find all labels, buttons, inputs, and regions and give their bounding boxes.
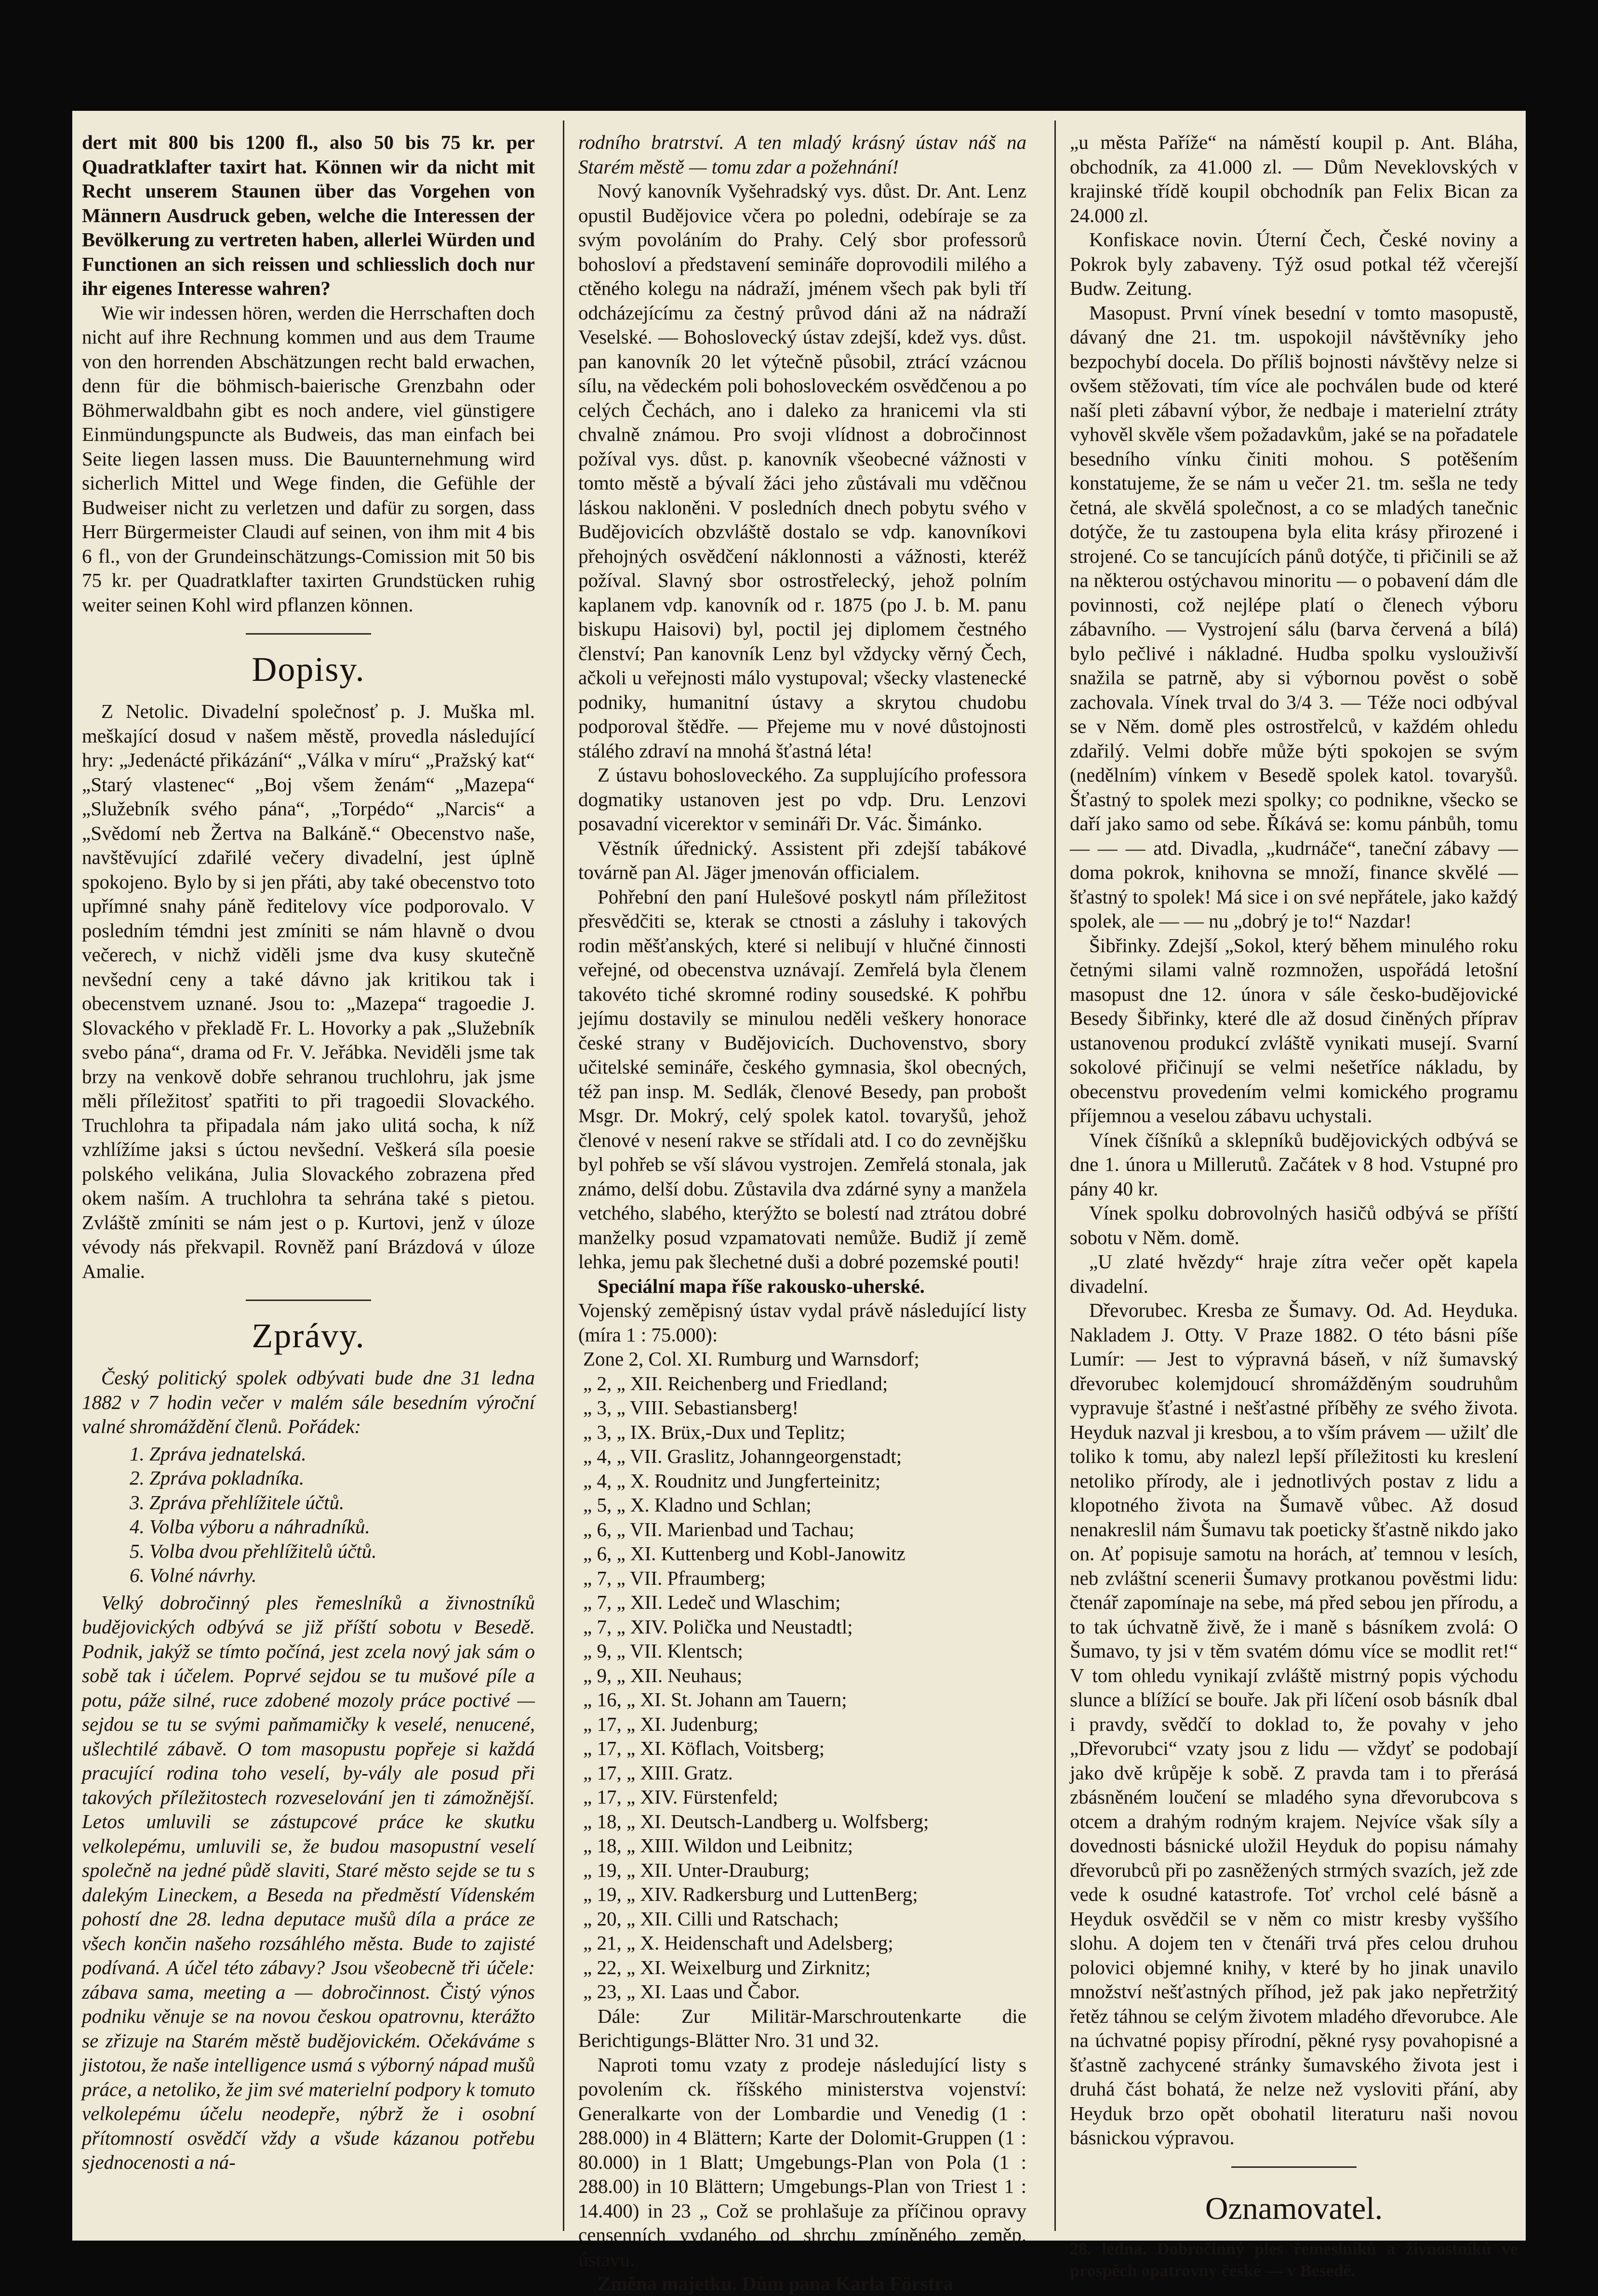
zpravy-heading: Zprávy. bbox=[252, 1316, 365, 1355]
mapa-heading: Speciální mapa říše rakousko-uherské. bbox=[598, 1274, 925, 1297]
sibrinky-article: Šibřinky. Zdejší „Sokol, který během minulého roku četnými silami valně rozmnožen, uspořádá letošní masopust dne 12. února v sále česko-budějovické Besedy Šibřinky, které dle až dosud činěných příprav ustanovenou produkcí zvláště vynikati musejí. Svarní sokolové přičinují se velmi nešetříce nákladu, by obecenstvu provedením velmi komického programu příjemnou a veselou zábavu uchystali. bbox=[1070, 934, 1518, 1127]
zone-entry: „ 17, „ XI. Köflach, Voitsberg; bbox=[583, 1737, 825, 1759]
zone-entry: „ 4, „ VII. Graslitz, Johanngeorgenstadt; bbox=[583, 1445, 902, 1467]
zone-entry: „ 7, „ XIV. Polička und Neustadtl; bbox=[583, 1615, 853, 1638]
masopust-article: Masopust. První vínek besední v tomto masopustě, dávaný dne 21. tm. uspokojil návštěvníky jeho bezpochybí docela. Do příliš bojnosti návštěvy nelze si ovšem stěžovati, tím více ale pochválen bude od které naší pleti zábavní výbor, že nedbaje i materielní ztráty vyhověl skvěle všem požadavkům, jaké se na pořadatele besedního vínku činiti mohou. S potěšením konstatujeme, že se nám u večer 21. tm. sešla ne tedy četná, ale skvělá společnost, a co se mladých tanečnic dotýče, že tu zastoupena byla elita krásy přirozené i strojené. Co se tancujících pánů dotýče, ti přičinili se až na některou ostýchavou minoritu — o pobavení dám dle povinnosti, což nejlépe platí o členech výboru zábavního. — Vystrojení sálu (barva červená a bílá) bylo pečlivé i nákladné. Hudba spolku vyslouživší snažila se patrně, aby si výbornou pověst o sobě zachovala. Vínek trval do 3/4 3. — Téže noci odbýval se v Něm. domě ples ostrostřelců, v každém ohledu zdařilý. Velmi dobře může býti spokojen se svým (nedělním) vínkem v Besedě spolek katol. tovaryšů. Šťastný to spolek mezi spolky; co podnikne, všecko se daří jako samo od sebe. Říkává se: komu pánbůh, tomu — — — atd. Divadla, „kudrnáče“, taneční zábavy — doma pokrok, knihovna se množí, finance skvělé — šťastný to spolek! Má sice i on své nepřátele, jako každý spolek, ale — — nu „dobrý je to!“ Nazdar! bbox=[1070, 301, 1518, 932]
dopisy-heading: Dopisy. bbox=[252, 650, 365, 689]
zone-entry: „ 18, „ XIII. Wildon und Leibnitz; bbox=[583, 1834, 853, 1857]
zone-entry: „ 3, „ VIII. Sebastiansberg! bbox=[583, 1396, 799, 1419]
section-divider bbox=[246, 633, 371, 635]
continuation-text: rodního bratrství. A ten mladý krásný ústav náš na Starém městě — tomu zdar a požehnání! bbox=[578, 131, 1026, 178]
oznamovatel-heading: Oznamovatel. bbox=[1205, 2190, 1383, 2226]
ustav-article: Z ústavu bohosloveckého. Za supplujícího professora dogmatiky ustanoven jest po vdp. Dru. Lenzovi posavadní vicerektor v semináři Dr. Vác. Šimánko. bbox=[578, 764, 1026, 835]
column-divider bbox=[563, 120, 564, 2231]
column-1 bbox=[82, 130, 535, 2216]
zone-entry: Zone 2, Col. XI. Rumburg und Warnsdorf; bbox=[583, 1348, 919, 1370]
column-divider bbox=[1054, 120, 1056, 2231]
zone-entry: „ 18, „ XI. Deutsch-Landberg u. Wolfsberg; bbox=[583, 1810, 929, 1832]
german-paragraph-1: dert mit 800 bis 1200 fl., also 50 bis 75 kr. per Quadratklafter taxirt hat. Können wir da nicht mit Recht unserem Staunen über das Vorgehen von Männern Ausdruck geben, welche die Interessen der Bevölkerung zu vertreten haben, allerlei Würden und Functionen an sich reissen und schliesslich doch nur ihr eigenes Interesse wahren? bbox=[82, 131, 535, 299]
zone-entry: „ 16, „ XI. St. Johann am Tauern; bbox=[583, 1688, 847, 1711]
agenda-item: 2. Zpráva pokladníka. bbox=[149, 1466, 535, 1490]
konfiskace-article: Konfiskace novin. Úterní Čech, České noviny a Pokrok byly zabaveny. Týž osud potkal též včerejší Budw. Zeitung. bbox=[1070, 228, 1518, 299]
zone-entry: „ 21, „ X. Heidenschaft und Adelsberg; bbox=[583, 1932, 893, 1954]
majetek-continuation: „u města Paříže“ na náměstí koupil p. Ant. Bláha, obchodník, za 41.000 zl. — Dům Neveklovských v krajinské třídě koupil obchodník pan Felix Bican za 24.000 zl. bbox=[1070, 131, 1518, 226]
pohrebni-article: Pohřební den paní Hulešové poskytl nám příležitost přesvědčiti se, kterak se ctnosti a zásluhy i takových rodin měšťanských, které si nelibují v hlučné činnosti veřejné, od obecenstva uznávají. Zemřelá byla členem takovéto tiché skromné rodiny sousedské. K pohřbu jejímu dostavily se minulou neděli veškery honorace české strany v Budějovicích. Duchovenstvo, sbory učitelské semináře, českého gymnasia, škol obecných, též pan insp. M. Sedlák, členové Besedy, pan probošt Msgr. Dr. Mokrý, celý spolek katol. tovaryšů, jehož členové v nesení rakve se střídali atd. I co do zevnějšku byl pohřeb se vší slávou vystrojen. Zemřelá stonala, jak známo, delší dobu. Zůstavila dva zdárné syny a manžela vetchého, slabého, kterýžto se bolestí nad ztrátou dobré manželky posud vzpamatovati nemůže. Budiž jí země lehka, jemu pak šlechetné duši a dobré pozemské pouti! bbox=[578, 885, 1026, 1273]
agenda-item: 4. Volba výboru a náhradníků. bbox=[149, 1514, 535, 1539]
zone-entry: „ 19, „ XIV. Radkersburg und LuttenBerg; bbox=[583, 1883, 918, 1905]
zone-entry: „ 17, „ XI. Judenburg; bbox=[583, 1712, 759, 1735]
zone-list bbox=[578, 1347, 1026, 2004]
section-divider bbox=[246, 1300, 371, 1301]
zone-entry: „ 7, „ VII. Pfraumberg; bbox=[583, 1566, 766, 1589]
section-divider bbox=[1231, 2166, 1357, 2168]
vestnik-article: Věstník úřednický. Assistent při zdejší tabákové továrně pan Al. Jäger jmenován officialem. bbox=[578, 836, 1026, 883]
mapa-intro: Vojenský zeměpisný ústav vydal právě následující listy (míra 1 : 75.000): bbox=[578, 1299, 1026, 1346]
ples-article: Velký dobročinný ples řemeslníků a živnostníků budějovických odbývá se již příští sobotu v Besedě. Podnik, jakýž se tímto počíná, jest zcela nový jak sám o sobě tak i účelem. Poprvé sejdou se tu mušové píle a potu, páže silné, ruce zdobené mozoly práce poctivé — sejdou se tu se svými paňmamičky k veselé, nenucené, ušlechtilé zábavě. O tom masopustu popřeje si každá pracující rodina toho veselí, by-vály ale posud při takových příležitostech rozveselování jen ti zámožnější. Letos umluvili se zástupcové práce ke skutku velkolepému, umluvili se, že budou masopustní veselí společně na jedné půdě slaviti, Staré město sejde se tu s dalekým Lineckem, a Beseda na předměstí Vídenském pohostí dne 28. ledna deputace mušů díla a práce ze všech končin našeho rozsáhlého města. Bude to zajisté podívaná. A účel této zábavy? Jsou všeobecně tři účele: zábava sama, meeting a — dobročinnost. Čistý výnos podniku věnuje se na novou českou opatrovnu, kterážto se zřizuje na Starém městě budějovickém. Očekáváme s jistotou, že naše intelligence usmá s výborný nápad mušů práce, a netoliko, že jim své materielní podpory k tomuto velkolepému účelu neodepře, nýbrž že i osobní přítomností osvědčí vždy a všude kázanou potřebu sjednocenosti a ná- bbox=[82, 1591, 535, 2173]
zone-entry: „ 23, „ XI. Laas und Čabor. bbox=[583, 1980, 800, 2003]
zone-entry: „ 22, „ XI. Weixelburg und Zirknitz; bbox=[583, 1956, 871, 1978]
newspaper-page bbox=[72, 111, 1526, 2295]
dopisy-article: Z Netolic. Divadelní společnosť p. J. Muška ml. meškající dosud v našem městě, provedla následující hry: „Jedenácté přikázání“ „Válka v míru“ „Pražský kat“ „Starý vlastenec“ „Boj všem ženám“ „Mazepa“ „Služebník svého pána“, „Torpédo“ „Narcis“ a „Svědomí neb Žertva na Balkáně.“ Obecenstvo naše, navštěvující zdařilé večery divadelní, jest úplně spokojeno. Bylo by si jen přáti, aby také obecenstvo toto upřímné snahy páně ředitelovy více podporovalo. V posledním témdni jest zmíniti se nám hlavně o dvou večerech, v nichž viděli jsme dva kusy skutečně nevšední ceny a také dávno jak kritikou tak i obecenstvem uznané. Jsou to: „Mazepa“ tragoedie J. Slovackého v překladě Fr. L. Hovorky a pak „Služebník svebo pána“, drama od Fr. V. Jeřábka. Neviděli jsme tak brzy na venkově dobře sehranou truchlohru, jak jsme měli příležitosť spatřiti to při tragoedii Slovackého. Truchlohra ta připadala nám jako ulitá socha, k níž vzhlížíme jaksi s úctou nevšední. Veškerá síla poesie polského velikána, Julia Slovackého zobrazena před okem naším. A truchlohra ta sehrána také s pietou. Zvláště zmíniti se nám jest o p. Kurtovi, jenž v úloze vévody nás překvapil. Rovněž paní Brázdová v úloze Amalie. bbox=[82, 700, 535, 1282]
agenda-item: 1. Zpráva jednatelská. bbox=[149, 1442, 535, 1466]
agenda-item: 5. Volba dvou přehlížitelů účtů. bbox=[149, 1539, 535, 1564]
oznamovatel-entry: 28. ledna. Dobročinný ples řemeslníků a živnostníků ve prospěch opatrovny české — v Besedě. bbox=[1070, 2239, 1518, 2280]
german-paragraph-2: Wie wir indessen hören, werden die Herrschaften doch nicht auf ihre Rechnung kommen und aus dem Traume von den horrenden Abschätzungen recht bald erwachen, denn für die böhmisch-baierische Grenzbahn oder Böhmerwaldbahn gibt es noch andere, viel günstigere Einmündungspuncte als Budweis, das man einfach bei Seite liegen lassen muss. Die Bauunternehmung wird sicherlich Mittel und Wege finden, die Gefühle der Budweiser nicht zu verletzen und dafür zu sorgen, dass Herr Bürgermeister Claudi auf seinen, von ihm mit 4 bis 6 fl., von der Grundeinschätzungs-Comission mit 50 bis 75 kr. per Quadratklafter taxirten Grundstücken ruhig weiter seinen Kohl wird pflanzen können. bbox=[82, 301, 535, 616]
zone-entry: „ 2, „ XII. Reichenberg und Friedland; bbox=[583, 1372, 888, 1394]
drevorubec-review: Dřevorubec. Kresba ze Šumavy. Od. Ad. Heyduka. Nakladem J. Otty. V Praze 1882. O této básni píše Lumír: — Jest to výpravná báseň, v níž šumavský dřevorubec kolemjdoucí shromážděným soudruhům vypravuje šťastné i nešťastné příběhy ze svého života. Heyduk nazval ji kresbou, a to vším právem — užilť dle toliko k tomu, aby nalezl lepší příležitosti ku kreslení netoliko přírody, ale i jednotlivých postav z lidu a klopotného života na Šumavě vůbec. Až dosud nenakreslil nám Šumavu tak poeticky šťastně nikdo jako on. Ať popisuje samotu na horách, ať temnou v lesích, neb zvláštní scenerii Šumavy protkanou pověstmi lidu: čtenář zapomínaje na sebe, má před sebou jen přírodu, a to tak úchvatně živě, že i maně s básníkem zvolá: O Šumavo, ty jsi v těm svatém dómu více se modlit ret!“ V tom ohledu vynikají zvláště mistrný popis východu slunce a blížící se bouře. Jak při líčení osob básník dbal i pravdy, svědčí to doklad to, že povahy v jeho „Dřevorubci“ vzaty jsou z lidu — vždyť se podobají jako dvě krůpěje k sobě. Z pravda tam i to přerásá zbásněném loučení se mladého syna dřevorubcova s otcem a drahým rodným krajem. Nejvíce však síly a dovednosti básnické uložil Heyduk do popisu námahy dřevorubců při po zasněžených strmých svazích, jež zde vede k osudné katastrofe. Toť vrchol celé básně a Heyduk osvědčil se v něm co mistr kresby vyššího slohu. A dojem ten v čtenáři trvá přes celou druhou polovici objemné knihy, v které by ho jinak unavilo množství nešťastných příhod, jež pak jako nepřetržitý řetěz táhnou se celým životem mladého dřevorubce. Ale na úchvatné popisy přírodní, pěkné rysy povahopisné a šťastně zachycené stránky šumavského života jest i druhá část bohatá, že nelze než vysloviti přání, aby Heyduk brzo opět obohatil literaturu naši novou básnickou výpravou. bbox=[1070, 1299, 1518, 2149]
column-3 bbox=[1070, 130, 1518, 2280]
zone-entry: „ 6, „ VII. Marienbad und Tachau; bbox=[583, 1518, 854, 1540]
zone-entry: „ 6, „ XI. Kuttenberg und Kobl-Janowitz bbox=[583, 1542, 906, 1565]
vinek-hasicu: Vínek spolku dobrovolných hasičů odbývá se příští sobotu v Něm. domě. bbox=[1070, 1202, 1518, 1248]
vinek-cisniku: Vínek číšníků a sklepníků budějovických odbývá se dne 1. února u Millerutů. Začátek v 8 hod. Vstupné pro pány 40 kr. bbox=[1070, 1128, 1518, 1200]
agenda-list bbox=[149, 1442, 535, 1588]
spolek-announcement: Český politický spolek odbývati bude dne 31 ledna 1882 v 7 hodin večer v malém sále besedním výroční valné shromáždění členů. Pořádek: bbox=[82, 1367, 535, 1437]
zmena-majetku: Změna majetku. Dům pana Karla Förstra bbox=[598, 2272, 953, 2295]
zone-entry: „ 20, „ XII. Cilli und Ratschach; bbox=[583, 1907, 839, 1930]
column-2 bbox=[578, 130, 1026, 2295]
zone-entry: „ 19, „ XII. Unter-Drauburg; bbox=[583, 1858, 810, 1881]
zone-entry: „ 17, „ XIII. Gratz. bbox=[583, 1761, 733, 1784]
zone-entry: „ 9, „ VII. Klentsch; bbox=[583, 1640, 743, 1662]
agenda-item: 6. Volné návrhy. bbox=[149, 1563, 535, 1588]
kanovnik-article: Nový kanovník Vyšehradský vys. důst. Dr. Ant. Lenz opustil Budějovice včera po poledni, odebíraje se za svým povoláním do Prahy. Celý sbor professorů bohosloví a představení semináře doprovodili milého a ctěného kolegu na nádraží, jménem všech pak byli tří odcházejícímu za čestný průvod dáni až na nádraží Veselské. — Bohoslovecký ústav zdejší, kdež vys. důst. pan kanovník 20 let výtečně působil, ztrácí vzácnou sílu, na vědeckém poli bohosloveckém osvědčenou a po celých Čechách, ano i daleko za hranicemi vla sti chvalně známou. Pro svoji vlídnost a dobročinnost požíval vys. důst. p. kanovník všeobecné vážnosti v tomto městě a bývalí žáci jeho zůstávali mu vděčnou láskou nakloněni. V posledních dnech pobytu svého v Budějovicích obzvláště dostalo se vdp. kanovníkovi přehojných osvědčení náklonnosti a vážnosti, kteréž požíval. Slavný sbor ostrostřelecký, jehož polním kaplanem vdp. kanovník od r. 1875 (po J. b. M. panu biskupu Haisovi) byl, poctil jej diplomem čestného členství; Pan kanovník Lenz byl vždycky věrný Čech, ačkoli u veřejnosti málo vystupoval; všecky vlastenecké podniky, humanitní ústavy a skrytou chudobu podporoval štědře. — Přejeme mu v nové důstojnosti stálého zdraví na mnohá šťastná léta! bbox=[578, 180, 1026, 762]
zone-entry: „ 3, „ IX. Brüx,-Dux und Teplitz; bbox=[583, 1420, 846, 1443]
zone-entry: „ 4, „ X. Roudnitz und Jungferteinitz; bbox=[583, 1469, 881, 1492]
zone-entry: „ 9, „ XII. Neuhaus; bbox=[583, 1664, 743, 1686]
naproti-text: Naproti tomu vzaty z prodeje následující listy s povolením ck. říšského ministerstva vojenství: Generalkarte von der Lombardie und Venedig (1 : 288.000) in 4 Blättern; Karte der Dolomit-Gruppen (1 : 80.000) in 1 Blatt; Umgebungs-Plan von Pola (1 : 288.00) in 10 Blättern; Umgebungs-Plan von Triest 1 : 14.400) in 23 „ Což se prohlašuje za příčinou opravy censenních vydaného od shrchu zmíněného zeměp. ústavu. bbox=[578, 2053, 1026, 2270]
agenda-item: 3. Zpráva přehlížitele účtů. bbox=[149, 1490, 535, 1515]
zone-entry: „ 5, „ X. Kladno und Schlan; bbox=[583, 1494, 812, 1516]
zone-entry: „ 17, „ XIV. Fürstenfeld; bbox=[583, 1786, 778, 1808]
dale-text: Dále: Zur Militär-Marschroutenkarte die Berichtigungs-Blätter Nro. 31 und 32. bbox=[578, 2004, 1026, 2051]
zlate-hvezdy: „U zlaté hvězdy“ hraje zítra večer opět kapela divadelní. bbox=[1070, 1250, 1518, 1297]
zone-entry: „ 7, „ XII. Ledeč und Wlaschim; bbox=[583, 1591, 841, 1613]
